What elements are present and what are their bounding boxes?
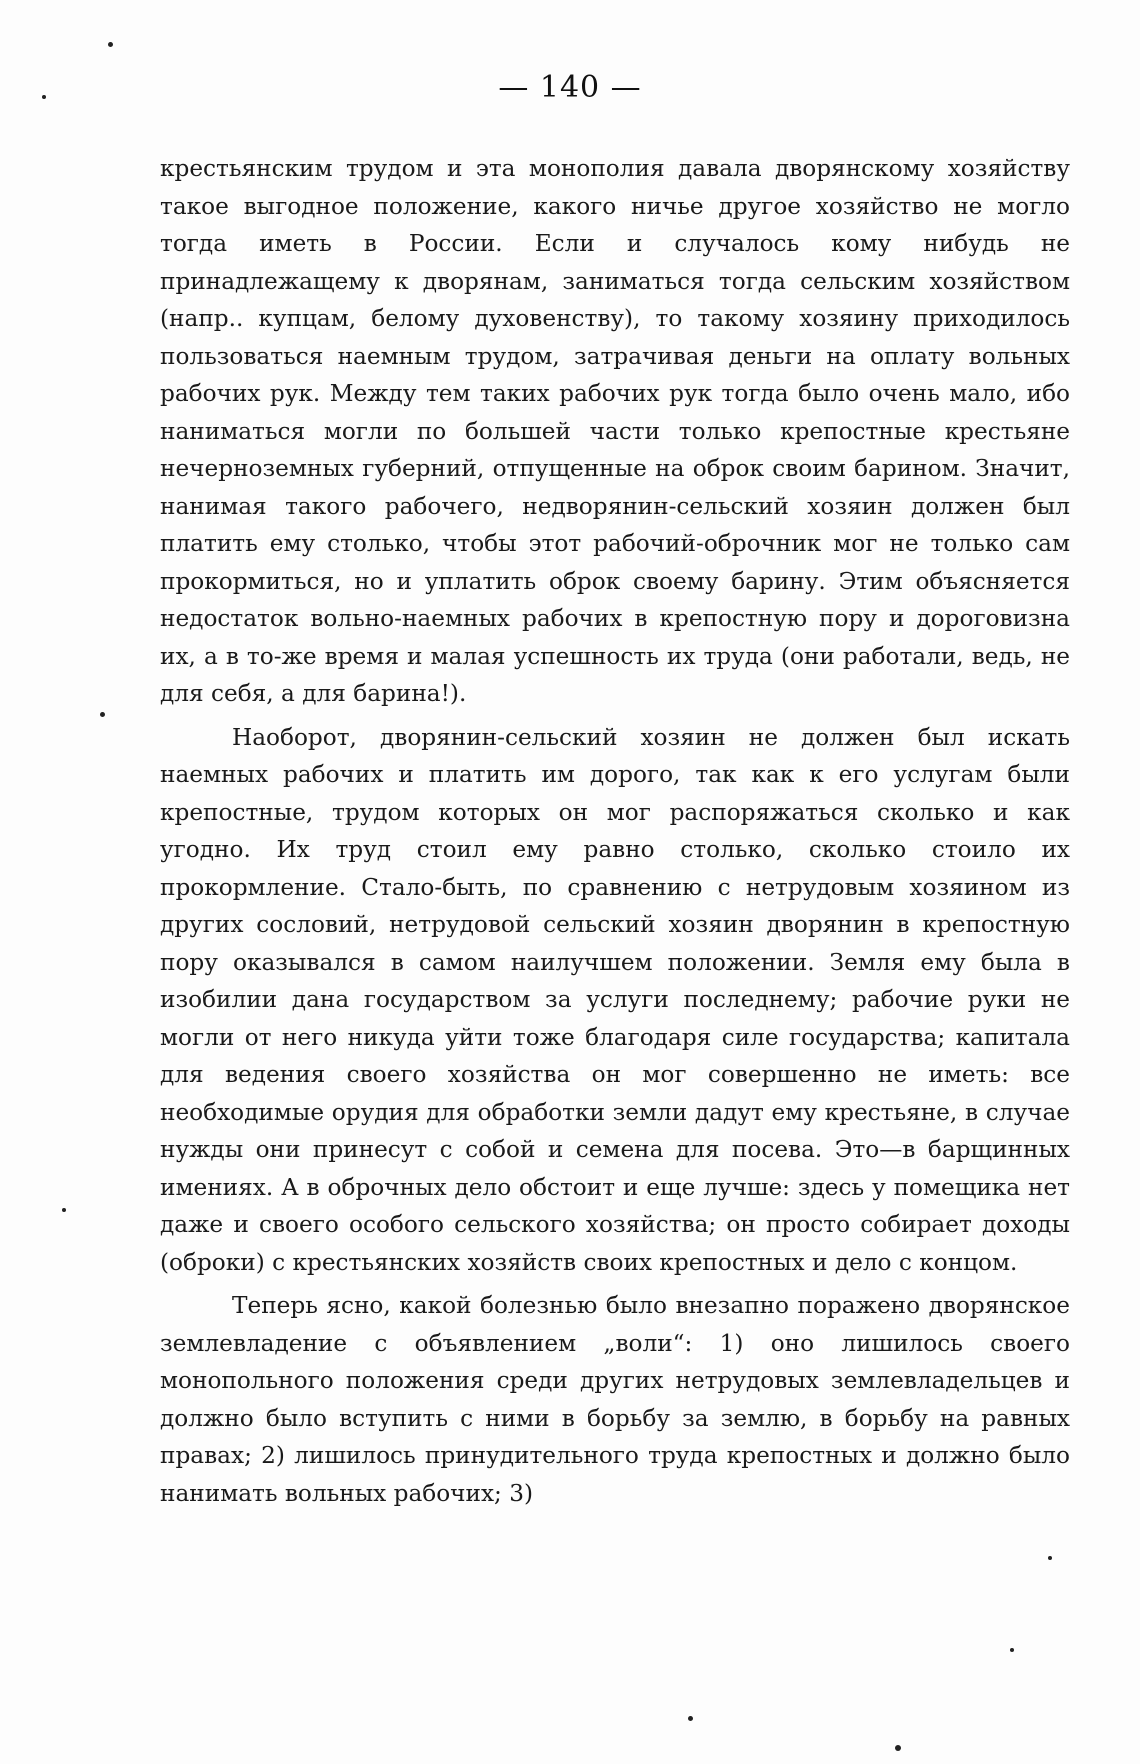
scan-speck bbox=[1048, 1556, 1052, 1560]
page-number: — 140 — bbox=[498, 70, 642, 105]
paragraph-1: крестьянским трудом и эта монополия давала дворянскому хозяйству такое выгодное положение, какого ничье другое хозяйство не могло тогда иметь в России. Если и случалось кому нибудь не принадлежащему к дворянам, заниматься тогда сельским хозяйством (напр.. купцам, белому духовенству), то такому хозяину приходилось пользоваться наемным трудом, затрачивая деньги на оплату вольных рабочих рук. Между тем таких рабочих рук тогда было очень мало, ибо наниматься могли по большей части только крепостные крестьяне нечерноземных губерний, отпущенные на оброк своим барином. Значит, нанимая такого рабочего, недворянин-сельский хозяин должен был платить ему столько, чтобы этот рабочий-оброчник мог не только сам прокормиться, но и уплатить оброк своему барину. Этим объясняется недостаток вольно-наемных рабочих в крепостную пору и дороговизна их, а в то-же время и малая успешность их труда (они работали, ведь, не для себя, а для барина!). bbox=[160, 155, 1070, 707]
scan-speck bbox=[62, 1208, 66, 1212]
paragraph-2: Наоборот, дворянин-сельский хозяин не должен был искать наемных рабочих и платить им дорого, так как к его услугам были крепостные, трудом которых он мог распоряжаться сколько и как угодно. Их труд стоил ему равно столько, сколько стоило их прокормление. Стало-быть, по сравнению с нетрудовым хозяином из других сословий, нетрудовой сельский хозяин дворянин в крепостную пору оказывался в самом наилучшем положении. Земля ему была в изобилии дана государством за услуги последнему; рабочие руки не могли от него никуда уйти тоже благодаря силе государства; капитала для ведения своего хозяйства он мог совершенно не иметь: все необходимые орудия для обработки земли дадут ему крестьяне, в случае нужды они принесут с собой и семена для посева. Это—в барщинных имениях. А в оброчных дело обстоит и еще лучше: здесь у помещика нет даже и своего особого сельского хозяйства; он просто собирает доходы (оброки) с крестьянских хозяйств своих крепостных и дело с концом. bbox=[160, 723, 1070, 1276]
scan-speck bbox=[42, 95, 46, 99]
scan-speck bbox=[688, 1716, 693, 1721]
body-text bbox=[160, 150, 1070, 1512]
scan-speck bbox=[1010, 1648, 1014, 1652]
scan-speck bbox=[100, 712, 105, 717]
scan-speck bbox=[895, 1745, 901, 1751]
scan-speck bbox=[108, 42, 113, 47]
paragraph-3: Теперь ясно, какой болезнью было внезапно поражено дворянское землевладение с объявлением „воли“: 1) оно лишилось своего монопольного положения среди других нетрудовых землевладельцев и должно было вступить с ними в борьбу за землю, в борьбу на равных правах; 2) лишилось принудительного труда крепостных и должно было нанимать вольных рабочих; 3) bbox=[160, 1292, 1070, 1507]
